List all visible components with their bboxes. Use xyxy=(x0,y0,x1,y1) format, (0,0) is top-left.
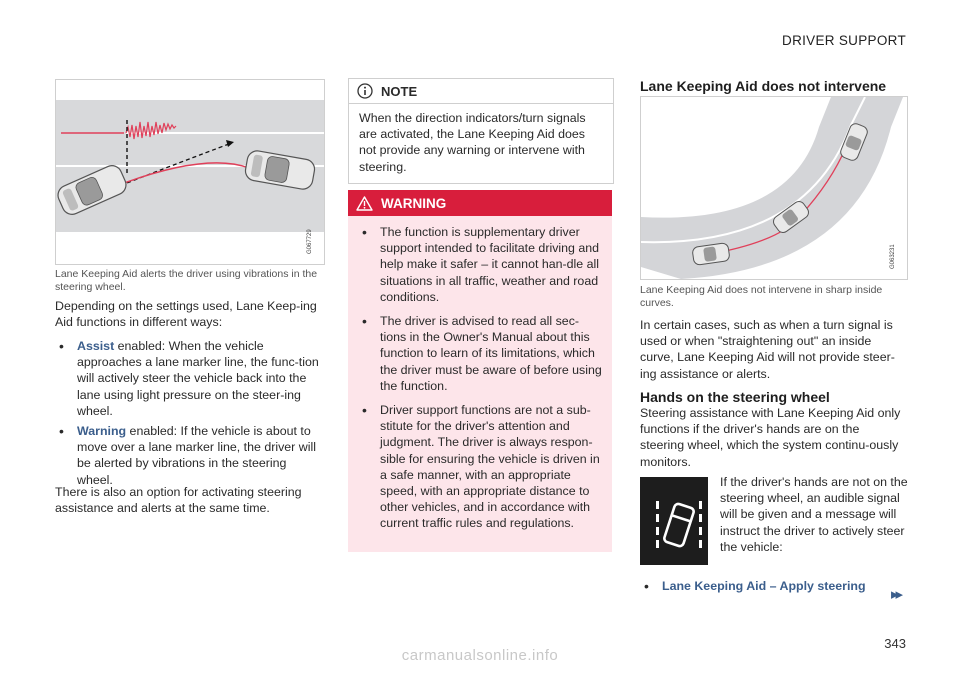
watermark: carmanualsonline.info xyxy=(401,647,559,664)
note-header xyxy=(349,79,613,104)
lane-keeping-vibration-figure xyxy=(55,79,325,265)
note-title: NOTE xyxy=(381,83,418,99)
note-box xyxy=(348,78,614,184)
list-item xyxy=(640,578,906,594)
intro-paragraph: Depending on the settings used, Lane Keep-ing Aid functions in different ways: xyxy=(55,299,317,330)
lane-departure-illustration xyxy=(56,80,324,264)
list-item: • The driver is advised to read all sec-tions in the Owner's Manual about this function to learn of its limitations, which the driver must be aware of before using the function. xyxy=(356,313,604,394)
function-modes-list xyxy=(55,338,321,492)
note-text: When the direction indicators/turn signals are activated, the Lane Keeping Aid does not provide any warning or intervene with steering. xyxy=(359,111,586,174)
warning-box xyxy=(348,190,612,552)
section-heading-hands-on: Hands on the steering wheel xyxy=(640,389,830,405)
warning-title: WARNING xyxy=(381,195,447,211)
message-list xyxy=(640,578,906,598)
warning-list xyxy=(356,224,604,532)
warning-term: Warning xyxy=(77,424,127,439)
hands-off-paragraph: If the driver's hands are not on the steering wheel, an audible signal will be given and a message will instruct the driver to actively steer the vehicle: xyxy=(720,475,908,554)
list-item: • The function is supplementary driver support intended to facilitate driving and help make it safer – it cannot han-dle all situations in all traffic, weather and road conditions. xyxy=(356,224,604,305)
sharp-curve-illustration xyxy=(641,97,907,279)
assist-term: Assist xyxy=(77,339,115,353)
figure-caption: Lane Keeping Aid does not intervene in sharp inside curves. xyxy=(640,284,883,309)
figure-code: G067729 xyxy=(307,229,313,254)
page-number: 343 xyxy=(884,636,906,651)
info-circle-icon xyxy=(357,83,373,99)
lane-keeping-aid-symbol-icon xyxy=(640,477,708,565)
list-item: • Warning enabled: If the vehicle is about to move over a lane marker line, the driver will be alerted by vibrations in the steering wheel. xyxy=(55,423,321,488)
apply-steering-message: Lane Keeping Aid – Apply steering xyxy=(662,579,866,593)
warning-body xyxy=(348,216,612,552)
figure-caption: Lane Keeping Aid alerts the driver using vibrations in the steering wheel. xyxy=(55,268,318,293)
outro-paragraph: There is also an option for activating steering assistance and alerts at the same time. xyxy=(55,485,302,516)
section-heading-no-intervene: Lane Keeping Aid does not intervene xyxy=(640,78,887,94)
inside-curve-figure xyxy=(640,96,908,280)
hands-on-paragraph: Steering assistance with Lane Keeping Aid only functions if the driver's hands are on the steering wheel, which the system continu-ously monitors. xyxy=(640,406,901,469)
list-item: • Driver support functions are not a sub-stitute for the driver's attention and judgment. The driver is always respon-sible for ensuring the vehicle is driven in a safe manner, with an appropriate speed, with an appropriate distance to other vehicles, and in accordance with current traffic rules and regulations. xyxy=(356,402,604,532)
no-intervene-paragraph: In certain cases, such as when a turn signal is used or when "straightening out" an inside curve, Lane Keeping Aid will not provide steer-ing assistance or alerts. xyxy=(640,318,895,381)
list-item: • Assist enabled: When the vehicle approaches a lane marker line, the func-tion will actively steer the vehicle back into the lane using light pressure on the steer-ing wheel. xyxy=(55,338,321,419)
next-page-arrows: ▸▸ xyxy=(890,586,900,603)
warning-triangle-icon xyxy=(356,196,373,211)
section-title: DRIVER SUPPORT xyxy=(782,33,906,48)
figure-code: G063231 xyxy=(890,244,896,269)
warning-header xyxy=(348,190,612,216)
